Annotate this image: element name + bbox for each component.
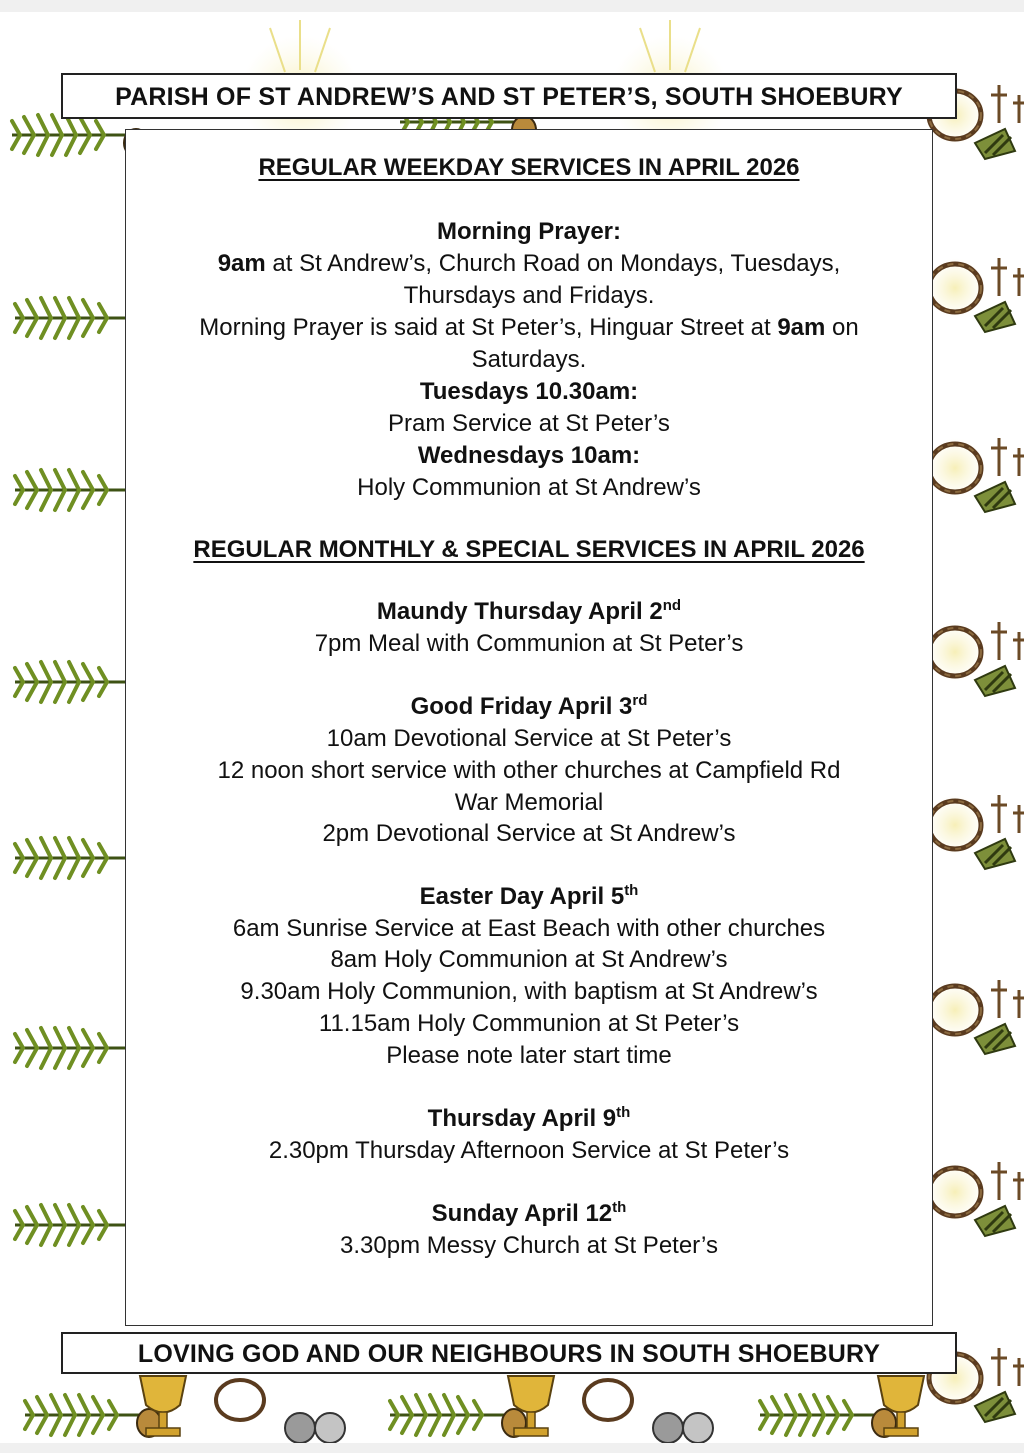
parish-motto: LOVING GOD AND OUR NEIGHBOURS IN SOUTH SHOEBURY xyxy=(61,1332,957,1374)
tomb-stones-icon xyxy=(285,1413,713,1443)
tuesdays-title: Tuesdays 10.30am: xyxy=(419,378,639,405)
services-panel xyxy=(125,129,933,1326)
morning-prayer-title: Morning Prayer: xyxy=(436,218,622,245)
easter-line: 6am Sunrise Service at East Beach with other churches xyxy=(232,915,826,942)
good-friday-title: Good Friday April 3rd xyxy=(410,692,648,720)
morning-prayer-line-3 xyxy=(126,314,932,342)
easter-title: Easter Day April 5th xyxy=(419,882,639,910)
morning-prayer-line-1 xyxy=(126,250,932,278)
mp-line-text: at St Andrew’s, Church Road on Mondays, Tuesdays, xyxy=(272,250,841,277)
palm-branch-icon xyxy=(760,1395,896,1437)
wednesdays-title: Wednesdays 10am: xyxy=(417,442,641,469)
morning-prayer-line-2: Thursdays and Fridays. xyxy=(403,282,655,309)
easter-line: Please note later start time xyxy=(386,1042,672,1069)
thursday9-title: Thursday April 9th xyxy=(427,1104,631,1132)
crown-of-thorns-icon xyxy=(925,438,1024,512)
morning-prayer-line-4: Saturdays. xyxy=(471,346,587,373)
crown-of-thorns-icon xyxy=(925,258,1024,332)
maundy-line: 7pm Meal with Communion at St Peter’s xyxy=(314,630,744,657)
good-friday-line: 10am Devotional Service at St Peter’s xyxy=(326,725,732,752)
mp-line-text: on xyxy=(832,314,859,341)
good-friday-line: 2pm Devotional Service at St Andrew’s xyxy=(322,820,736,847)
mp-time: 9am xyxy=(777,314,826,341)
crown-of-thorns-icon xyxy=(925,1162,1024,1236)
mp-line-text: Morning Prayer is said at St Peter’s, Hinguar Street at xyxy=(199,314,771,341)
palm-branch-icon xyxy=(25,1395,161,1437)
tuesdays-desc: Pram Service at St Peter’s xyxy=(388,410,670,437)
monthly-heading: REGULAR MONTHLY & SPECIAL SERVICES IN APRIL 2026 xyxy=(193,536,865,563)
maundy-title: Maundy Thursday April 2nd xyxy=(376,597,682,625)
good-friday-line: 12 noon short service with other churches at Campfield Rd xyxy=(217,757,841,784)
sunday12-line: 3.30pm Messy Church at St Peter’s xyxy=(340,1232,718,1259)
wednesdays-desc: Holy Communion at St Andrew’s xyxy=(357,474,701,501)
thursday9-line: 2.30pm Thursday Afternoon Service at St Peter’s xyxy=(268,1137,790,1164)
bottom-strip xyxy=(0,1443,1024,1453)
mp-time: 9am xyxy=(217,250,266,277)
palm-branch-icon xyxy=(390,1395,526,1437)
easter-line: 9.30am Holy Communion, with baptism at St Andrew’s xyxy=(240,978,818,1005)
crown-of-thorns-icon xyxy=(925,622,1024,696)
easter-line: 11.15am Holy Communion at St Peter’s xyxy=(318,1010,740,1037)
parish-header: PARISH OF ST ANDREW’S AND ST PETER’S, SOUTH SHOEBURY xyxy=(61,73,957,119)
easter-line: 8am Holy Communion at St Andrew’s xyxy=(330,946,728,973)
crown-of-thorns-icon xyxy=(925,980,1024,1054)
crown-of-thorns-icon xyxy=(925,795,1024,869)
weekday-heading: REGULAR WEEKDAY SERVICES IN APRIL 2026 xyxy=(258,154,800,181)
good-friday-line: War Memorial xyxy=(454,789,604,816)
sunday12-title: Sunday April 12th xyxy=(431,1199,627,1227)
